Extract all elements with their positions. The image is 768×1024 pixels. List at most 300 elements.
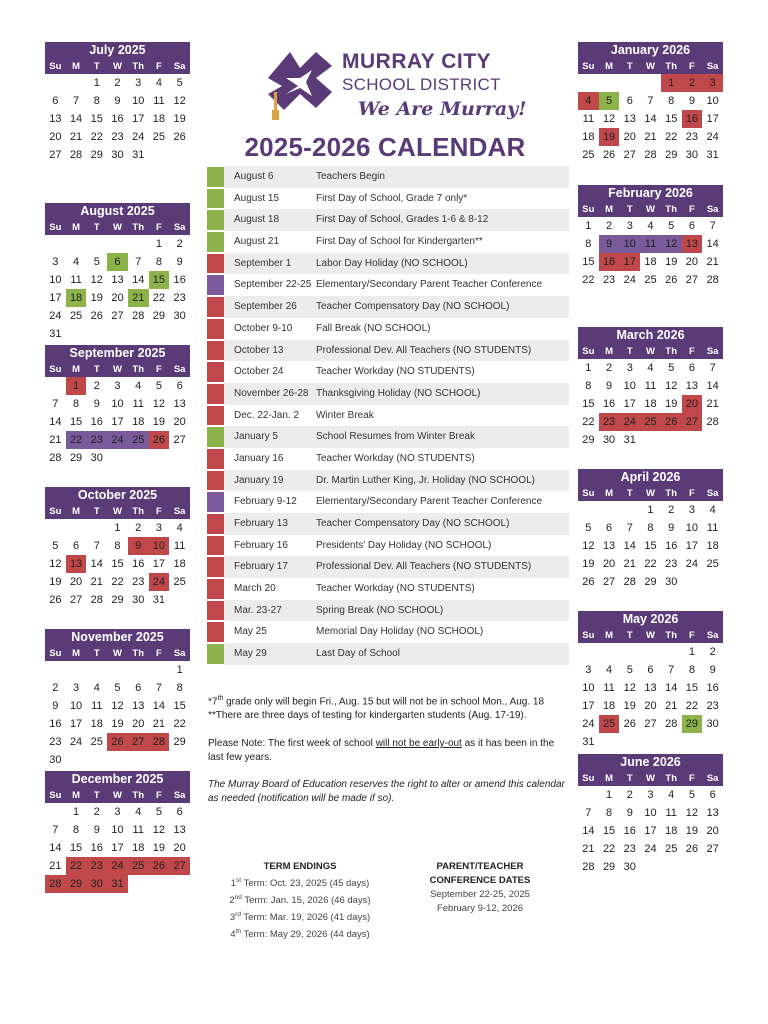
day-cell: 30	[90, 452, 103, 464]
weekday-header: M	[66, 646, 87, 661]
day-cell: 27	[682, 413, 703, 431]
event-description: Memorial Day Holiday (NO SCHOOL)	[316, 626, 484, 638]
weekday-header: W	[107, 504, 128, 519]
day-cell: 28	[644, 149, 657, 161]
day-cell: 24	[619, 413, 640, 431]
term-ending: 1st Term: Oct. 23, 2025 (45 days)	[230, 877, 370, 890]
day-cell: 19	[90, 292, 103, 304]
empty-day-cell	[66, 74, 87, 92]
weekday-header: Sa	[702, 628, 723, 643]
day-cell: 12	[582, 540, 595, 552]
empty-day-cell	[45, 74, 66, 92]
empty-day-cell	[661, 643, 682, 661]
weekday-header: Th	[661, 486, 682, 501]
day-cell: 30	[111, 149, 124, 161]
empty-day-cell	[599, 501, 620, 519]
month-title: December 2025	[45, 771, 190, 788]
day-cell: 18	[706, 540, 719, 552]
day-cell: 22	[90, 131, 103, 143]
day-cell: 17	[111, 842, 124, 854]
day-cell: 29	[111, 594, 124, 606]
weekday-header: W	[107, 362, 128, 377]
month-title: August 2025	[45, 203, 190, 220]
weekday-header: F	[682, 771, 703, 786]
day-cell: 11	[665, 807, 677, 819]
month-calendar	[578, 754, 723, 876]
day-cell: 27	[644, 718, 657, 730]
weekday-header: T	[619, 344, 640, 359]
day-cell: 8	[688, 664, 695, 676]
event-description: Teacher Compensatory Day (NO SCHOOL)	[315, 296, 569, 318]
empty-day-cell	[640, 74, 661, 92]
event-description: Dr. Martin Luther King, Jr. Holiday (NO SCHOOL)	[315, 470, 569, 492]
day-cell: 21	[623, 558, 636, 570]
event-date: September 22-25	[234, 279, 312, 291]
day-cell: 10	[49, 274, 62, 286]
day-cell: 4	[606, 664, 613, 676]
day-cell: 31	[706, 149, 719, 161]
logo-tagline: We Are Murray!	[358, 98, 527, 120]
weekday-header: Th	[661, 202, 682, 217]
day-cell: 14	[623, 540, 636, 552]
day-cell: 1	[66, 377, 87, 395]
event-date: January 5	[224, 426, 315, 448]
day-cell: 6	[626, 95, 633, 107]
day-cell: 16	[682, 110, 703, 128]
day-cell: 1	[176, 664, 183, 676]
event-row	[207, 491, 569, 513]
day-cell: 14	[706, 380, 719, 392]
day-cell: 22	[111, 576, 124, 588]
event-row	[207, 253, 569, 275]
event-description: Spring Break (NO SCHOOL)	[315, 600, 569, 622]
month-calendar	[45, 629, 190, 769]
event-row	[207, 405, 569, 427]
empty-day-cell	[45, 661, 66, 679]
day-cell: 12	[685, 807, 699, 819]
event-color-swatch	[207, 254, 224, 274]
day-cell: 24	[69, 736, 83, 748]
event-row	[207, 188, 569, 210]
day-cell: 17	[49, 292, 62, 304]
event-description: Thanksgiving Holiday (NO SCHOOL)	[315, 383, 569, 405]
weekday-header: F	[682, 202, 703, 217]
day-cell: 21	[49, 860, 62, 872]
event-date: February 13	[224, 513, 315, 535]
weekday-header: T	[619, 628, 640, 643]
weekday-header: W	[640, 628, 661, 643]
day-cell: 11	[603, 682, 615, 694]
event-row	[207, 448, 569, 470]
weekday-header: Th	[661, 344, 682, 359]
day-cell: 10	[149, 537, 170, 555]
day-cell: 4	[647, 362, 654, 374]
weekday-header: Sa	[702, 344, 723, 359]
day-cell: 15	[582, 256, 595, 268]
event-row	[207, 274, 569, 296]
day-cell: 11	[644, 380, 657, 392]
day-cell: 26	[623, 718, 636, 730]
day-cell: 15	[90, 113, 103, 125]
day-cell: 16	[90, 842, 103, 854]
day-cell: 13	[682, 235, 703, 253]
month-calendar	[578, 327, 723, 449]
weekday-header: M	[599, 771, 620, 786]
weekday-header: W	[640, 202, 661, 217]
day-cell: 24	[132, 131, 145, 143]
day-cell: 18	[152, 113, 166, 125]
day-cell: 30	[173, 310, 186, 322]
empty-day-cell	[107, 235, 128, 253]
day-cell: 20	[706, 825, 719, 837]
event-date: February 9-12	[234, 496, 297, 508]
day-cell: 15	[644, 540, 657, 552]
day-cell: 3	[114, 806, 121, 818]
day-cell: 26	[107, 733, 128, 751]
weekday-header: T	[86, 788, 107, 803]
day-cell: 25	[665, 843, 678, 855]
event-color-swatch	[207, 384, 224, 404]
weekday-header: Sa	[169, 504, 190, 519]
day-cell: 24	[623, 274, 636, 286]
event-date: November 26-28	[224, 383, 315, 405]
month-title: October 2025	[45, 487, 190, 504]
day-cell: 9	[668, 522, 675, 534]
day-cell: 9	[128, 537, 149, 555]
weekday-header: Su	[578, 771, 599, 786]
day-cell: 23	[685, 131, 699, 143]
day-cell: 21	[706, 256, 719, 268]
day-cell: 27	[685, 274, 699, 286]
day-cell: 14	[49, 416, 62, 428]
weekday-header: M	[599, 628, 620, 643]
day-cell: 5	[114, 682, 121, 694]
day-cell: 20	[132, 718, 145, 730]
weekday-header: M	[66, 220, 87, 235]
event-color-swatch	[207, 362, 224, 382]
weekday-header: Th	[661, 771, 682, 786]
conference-dates	[400, 860, 560, 916]
conference-date-1: September 22-25, 2025	[430, 889, 530, 900]
day-cell: 4	[135, 380, 142, 392]
day-cell: 19	[152, 842, 166, 854]
weekday-header: T	[86, 504, 107, 519]
event-date: October 13	[224, 340, 315, 362]
day-cell: 11	[153, 95, 165, 107]
day-cell: 2	[682, 74, 703, 92]
empty-day-cell	[578, 643, 599, 661]
day-cell: 31	[107, 875, 128, 893]
day-cell: 8	[114, 540, 121, 552]
weekday-header: Su	[45, 220, 66, 235]
day-cell: 12	[661, 235, 682, 253]
day-cell: 2	[114, 77, 121, 89]
weekday-header: Sa	[169, 362, 190, 377]
note-board: The Murray Board of Education reserves the right to alter or amend this calendar as needed (notification will be made if so).	[208, 779, 565, 805]
district-logo	[260, 48, 527, 128]
day-cell: 11	[173, 540, 186, 552]
empty-day-cell	[578, 501, 599, 519]
day-cell: 2	[709, 646, 716, 658]
month-title: June 2026	[578, 754, 723, 771]
day-cell: 28	[706, 416, 719, 428]
day-cell: 12	[90, 274, 103, 286]
day-cell: 24	[706, 131, 719, 143]
day-cell: 2	[668, 504, 675, 516]
event-date: February 17	[224, 556, 315, 578]
event-date: January 16	[234, 452, 284, 464]
day-cell: 22	[685, 700, 699, 712]
day-cell: 5	[93, 256, 100, 268]
day-cell: 2	[176, 238, 183, 250]
weekday-header: F	[149, 220, 170, 235]
empty-day-cell	[66, 519, 87, 537]
day-cell: 10	[582, 682, 595, 694]
empty-day-cell	[66, 661, 87, 679]
day-cell: 7	[668, 664, 675, 676]
event-row	[207, 426, 569, 448]
weekday-header: T	[619, 486, 640, 501]
m-logo-icon	[260, 48, 338, 124]
day-cell: 2	[606, 362, 613, 374]
day-cell: 27	[111, 310, 124, 322]
event-description: Teacher Compensatory Day (NO SCHOOL)	[315, 513, 569, 535]
weekday-header: Th	[661, 59, 682, 74]
day-cell: 22	[173, 718, 186, 730]
day-cell: 2	[93, 806, 100, 818]
event-color-swatch	[207, 536, 224, 556]
empty-day-cell	[45, 377, 66, 395]
day-cell: 22	[582, 416, 595, 428]
day-cell: 6	[176, 380, 183, 392]
day-cell: 9	[176, 256, 183, 268]
event-row	[207, 643, 569, 665]
day-cell: 27	[49, 149, 62, 161]
day-cell: 4	[578, 92, 599, 110]
event-description: Teachers Begin	[315, 166, 569, 188]
day-cell: 3	[702, 74, 723, 92]
day-cell: 21	[582, 843, 595, 855]
weekday-header: Sa	[702, 771, 723, 786]
weekday-header: F	[682, 628, 703, 643]
day-cell: 27	[173, 434, 186, 446]
day-cell: 9	[688, 95, 695, 107]
day-cell: 30	[132, 594, 145, 606]
event-row	[207, 361, 569, 383]
event-description: First Day of School, Grades 1-6 & 8-12	[315, 209, 569, 231]
day-cell: 8	[155, 256, 162, 268]
event-row	[207, 535, 569, 557]
day-cell: 15	[69, 416, 83, 428]
empty-day-cell	[599, 74, 620, 92]
event-color-swatch	[207, 514, 224, 534]
day-cell: 3	[114, 380, 121, 392]
month-title: September 2025	[45, 345, 190, 362]
event-row	[207, 556, 569, 578]
weekday-header: T	[86, 59, 107, 74]
event-color-swatch	[207, 644, 224, 664]
term-endings	[210, 860, 390, 943]
event-description: Elementary/Secondary Parent Teacher Conference	[316, 496, 543, 508]
day-cell: 20	[644, 700, 657, 712]
day-cell: 26	[602, 149, 616, 161]
day-cell: 14	[132, 274, 145, 286]
day-cell: 26	[149, 431, 170, 449]
day-cell: 27	[169, 857, 190, 875]
empty-day-cell	[86, 661, 107, 679]
day-cell: 10	[685, 522, 699, 534]
day-cell: 12	[623, 682, 636, 694]
day-cell: 24	[107, 431, 128, 449]
day-cell: 19	[685, 825, 699, 837]
empty-day-cell	[66, 235, 87, 253]
day-cell: 16	[90, 416, 103, 428]
day-cell: 29	[66, 875, 87, 893]
weekday-header: Th	[128, 59, 149, 74]
day-cell: 25	[640, 413, 661, 431]
event-description: School Resumes from Winter Break	[315, 426, 569, 448]
day-cell: 1	[688, 646, 695, 658]
empty-day-cell	[86, 519, 107, 537]
day-cell: 19	[173, 113, 186, 125]
event-color-swatch	[207, 167, 224, 187]
weekday-header: Th	[128, 788, 149, 803]
event-color-swatch	[207, 232, 224, 252]
day-cell: 28	[90, 594, 103, 606]
day-cell: 17	[111, 416, 124, 428]
day-cell: 29	[602, 861, 616, 873]
day-cell: 16	[623, 825, 636, 837]
day-cell: 4	[709, 504, 716, 516]
note-kindergarten: **There are three days of testing for kindergarten students (Aug. 17-19).	[208, 710, 527, 722]
logo-line2: SCHOOL DISTRICT	[342, 75, 501, 94]
empty-day-cell	[619, 643, 640, 661]
weekday-header: Sa	[702, 59, 723, 74]
day-cell: 23	[49, 736, 62, 748]
event-description: Teacher Workday (NO STUDENTS)	[316, 452, 475, 464]
day-cell: 20	[111, 292, 124, 304]
day-cell: 22	[152, 292, 166, 304]
month-title: February 2026	[578, 185, 723, 202]
day-cell: 8	[606, 807, 613, 819]
day-cell: 18	[132, 842, 145, 854]
event-color-swatch	[207, 471, 224, 491]
day-cell: 22	[66, 857, 87, 875]
day-cell: 3	[73, 682, 80, 694]
day-cell: 26	[661, 413, 682, 431]
day-cell: 12	[665, 380, 678, 392]
day-cell: 21	[152, 718, 166, 730]
day-cell: 1	[93, 77, 100, 89]
day-cell: 13	[66, 555, 87, 573]
event-date: Mar. 23-27	[224, 600, 315, 622]
day-cell: 8	[668, 95, 675, 107]
weekday-header: W	[107, 220, 128, 235]
day-cell: 4	[73, 256, 80, 268]
day-cell: 22	[644, 558, 657, 570]
weekday-header: F	[149, 362, 170, 377]
weekday-header: T	[86, 646, 107, 661]
day-cell: 8	[73, 398, 80, 410]
weekday-header: Su	[45, 362, 66, 377]
day-cell: 12	[173, 95, 186, 107]
day-cell: 3	[688, 504, 695, 516]
event-color-swatch	[207, 341, 224, 361]
day-cell: 23	[86, 431, 107, 449]
day-cell: 27	[602, 576, 616, 588]
day-cell: 17	[152, 558, 166, 570]
month-calendar	[45, 203, 190, 343]
day-cell: 26	[90, 310, 103, 322]
weekday-header: Su	[578, 628, 599, 643]
day-cell: 7	[709, 362, 716, 374]
day-cell: 6	[606, 522, 613, 534]
day-cell: 6	[709, 789, 716, 801]
day-cell: 15	[69, 842, 83, 854]
event-description: Labor Day Holiday (NO SCHOOL)	[315, 253, 569, 275]
day-cell: 16	[173, 274, 186, 286]
day-cell: 5	[668, 362, 675, 374]
empty-day-cell	[578, 786, 599, 804]
event-date: August 6	[224, 166, 315, 188]
weekday-header: M	[66, 362, 87, 377]
day-cell: 9	[626, 807, 633, 819]
day-cell: 31	[132, 149, 145, 161]
day-cell: 9	[606, 380, 613, 392]
day-cell: 22	[582, 274, 595, 286]
event-color-swatch	[207, 449, 224, 469]
month-calendar	[578, 469, 723, 591]
day-cell: 19	[111, 718, 124, 730]
day-cell: 16	[49, 718, 62, 730]
weekday-header: F	[682, 59, 703, 74]
day-cell: 9	[114, 95, 121, 107]
day-cell: 19	[49, 576, 62, 588]
day-cell: 6	[135, 682, 142, 694]
event-date: Dec. 22-Jan. 2	[234, 409, 300, 421]
weekday-header: M	[599, 59, 620, 74]
note-first-week: Please Note: The first week of school will not be early-out as it has been in the last few years.	[208, 738, 555, 764]
event-color-swatch	[207, 557, 224, 577]
day-cell: 30	[685, 149, 699, 161]
day-cell: 13	[132, 700, 145, 712]
day-cell: 13	[111, 274, 124, 286]
weekday-header: Sa	[169, 59, 190, 74]
day-cell: 15	[665, 113, 678, 125]
weekday-header: M	[66, 788, 87, 803]
conference-date-2: February 9-12, 2026	[436, 903, 524, 914]
day-cell: 17	[132, 113, 145, 125]
day-cell: 26	[173, 131, 186, 143]
page-title: 2025-2026 CALENDAR	[244, 132, 526, 162]
day-cell: 23	[706, 700, 719, 712]
weekday-header: T	[86, 220, 107, 235]
month-title: January 2026	[578, 42, 723, 59]
day-cell: 6	[176, 806, 183, 818]
day-cell: 8	[176, 682, 183, 694]
weekday-header: Su	[45, 59, 66, 74]
day-cell: 1	[585, 220, 592, 232]
day-cell: 5	[52, 540, 59, 552]
day-cell: 22	[665, 131, 678, 143]
weekday-header: F	[149, 504, 170, 519]
day-cell: 30	[706, 718, 719, 730]
empty-day-cell	[149, 661, 170, 679]
weekday-header: Sa	[169, 220, 190, 235]
day-cell: 28	[665, 718, 678, 730]
day-cell: 23	[132, 576, 145, 588]
day-cell: 12	[111, 700, 124, 712]
